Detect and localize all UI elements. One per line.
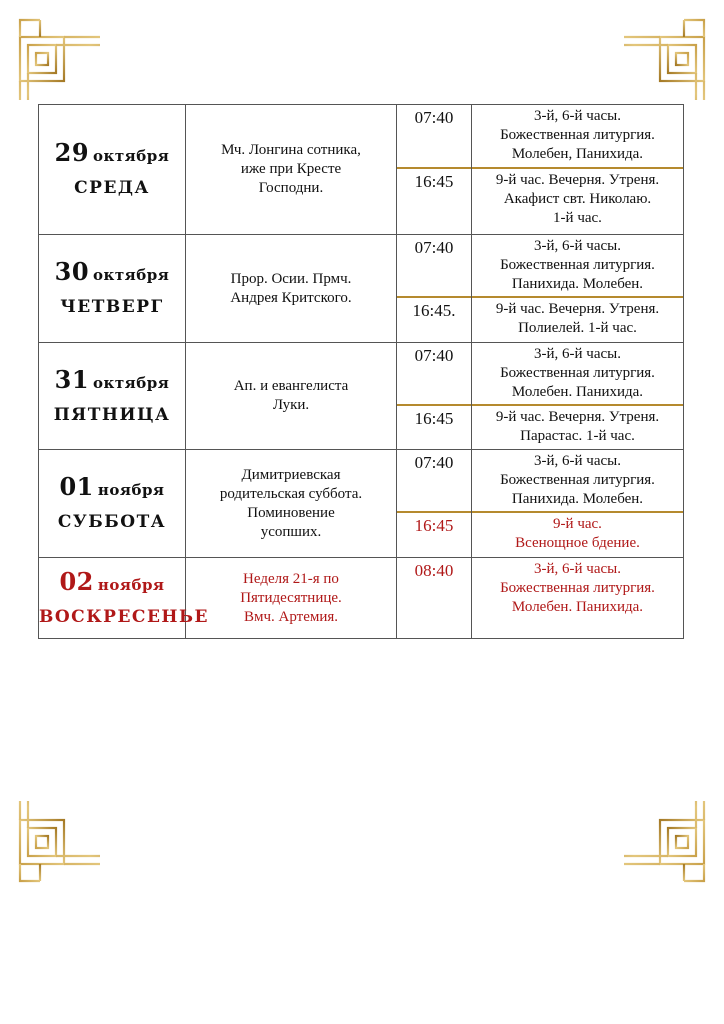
services-cell <box>472 343 684 450</box>
service-line: 9-й час. Вечерня. Утреня. <box>495 172 660 188</box>
service-description <box>472 169 683 234</box>
service-line: 9-й час. Вечерня. Утреня. <box>495 301 660 317</box>
service-line: 9-й час. Вечерня. Утреня. <box>495 409 660 425</box>
service-description <box>472 105 683 169</box>
service-line: 3-й, 6-й часы. <box>534 561 621 577</box>
feast-cell <box>186 450 397 558</box>
day-month: октября <box>93 373 170 392</box>
feast-line: Прор. Осии. Прмч. <box>230 270 352 287</box>
day-month: октября <box>93 147 170 165</box>
feast-cell <box>186 105 397 235</box>
services-cell <box>472 450 684 558</box>
feast-line: Андрея Критского. <box>230 289 352 306</box>
day-month: ноября <box>97 575 165 594</box>
service-line: Божественная литургия. <box>500 257 655 273</box>
service-description <box>472 513 683 557</box>
day-date <box>39 257 185 290</box>
service-line: Полиелей. 1-й час. <box>518 320 637 336</box>
date-cell <box>39 558 209 639</box>
service-line: Панихида. Молебен. <box>511 276 644 292</box>
services-cell <box>472 235 684 343</box>
day-month: октября <box>93 266 170 284</box>
weekday-label: СУББОТА <box>57 512 167 532</box>
day-number: 30 <box>54 257 90 286</box>
service-line: Молебен, Панихида. <box>511 146 644 162</box>
service-line: Молебен. Панихида. <box>511 384 644 400</box>
weekday-label: СРЕДА <box>74 178 150 198</box>
schedule-table <box>38 104 684 639</box>
time-cell <box>397 558 472 639</box>
feast-line: иже при Кресте <box>240 161 342 177</box>
day-number: 29 <box>54 138 90 167</box>
services-cell <box>472 558 684 639</box>
feast-line: Поминовение <box>247 504 335 521</box>
service-description <box>472 235 683 298</box>
service-time: 07:40 <box>397 450 471 513</box>
service-line: Божественная литургия. <box>500 472 655 488</box>
time-cell <box>397 343 472 450</box>
weekday-label: ЧЕТВЕРГ <box>60 297 164 317</box>
day-row <box>39 235 684 343</box>
feast-line: Неделя 21-я по <box>243 570 339 587</box>
date-cell <box>39 450 186 558</box>
service-line: 3-й, 6-й часы. <box>534 108 621 124</box>
service-line: Всенощное бдение. <box>515 535 640 551</box>
service-line: Божественная литургия. <box>500 127 655 143</box>
service-line: 9-й час. <box>553 516 602 532</box>
time-cell <box>397 235 472 343</box>
day-row <box>39 450 684 558</box>
service-line: Божественная литургия. <box>500 365 655 381</box>
day-row <box>39 558 684 639</box>
services-cell <box>472 105 684 235</box>
day-date <box>39 567 185 600</box>
service-line: 3-й, 6-й часы. <box>534 346 621 362</box>
service-description <box>472 298 683 342</box>
feast-line: Луки. <box>272 397 310 413</box>
weekday-label: ПЯТНИЦА <box>53 404 171 425</box>
day-number: 01 <box>59 472 94 501</box>
service-description <box>472 343 683 406</box>
service-time: 07:40 <box>397 105 471 169</box>
service-time: 16:45 <box>414 516 454 535</box>
feast-line: Димитриевская <box>241 466 341 483</box>
service-time: 07:40 <box>397 235 471 298</box>
day-number: 31 <box>54 364 90 394</box>
time-cell <box>397 450 472 558</box>
weekday-label: ВОСКРЕСЕНЬЕ <box>39 606 209 627</box>
service-description <box>472 558 683 638</box>
day-date <box>39 138 185 171</box>
service-line: Молебен. Панихида. <box>511 599 644 615</box>
service-line: Парастас. 1-й час. <box>520 428 635 444</box>
feast-line: усопших. <box>260 523 322 540</box>
service-line: 3-й, 6-й часы. <box>534 453 621 469</box>
time-cell <box>397 105 472 235</box>
date-cell <box>39 105 186 235</box>
service-description <box>472 450 683 513</box>
service-line: 1-й час. <box>553 210 602 226</box>
day-month: ноября <box>97 481 165 499</box>
day-date <box>39 365 185 398</box>
feast-line: Ап. и евангелиста <box>233 378 349 394</box>
feast-cell <box>186 558 397 639</box>
service-time: 07:40 <box>397 343 471 406</box>
feast-line: Господни. <box>258 180 324 196</box>
service-line: Божественная литургия. <box>500 580 655 596</box>
service-line: Панихида. Молебен. <box>511 491 644 507</box>
feast-line: родительская суббота. <box>219 485 363 502</box>
day-row <box>39 105 684 235</box>
date-cell <box>39 343 186 450</box>
date-cell <box>39 235 186 343</box>
service-description <box>472 406 683 449</box>
day-row <box>39 343 684 450</box>
feast-cell <box>186 343 397 450</box>
feast-line: Мч. Лонгина сотника, <box>221 142 361 158</box>
feast-cell <box>186 235 397 343</box>
service-time: 16:45 <box>414 172 454 191</box>
feast-line: Вмч. Артемия. <box>243 608 339 625</box>
feast-line: Пятидесятнице. <box>240 589 342 606</box>
service-line: Акафист свт. Николаю. <box>503 191 652 207</box>
service-time: 16:45. <box>412 301 456 320</box>
service-time: 08:40 <box>414 561 454 580</box>
service-line: 3-й, 6-й часы. <box>534 238 621 254</box>
day-number: 02 <box>59 566 94 596</box>
service-time: 16:45 <box>414 409 454 428</box>
day-date <box>39 472 185 505</box>
